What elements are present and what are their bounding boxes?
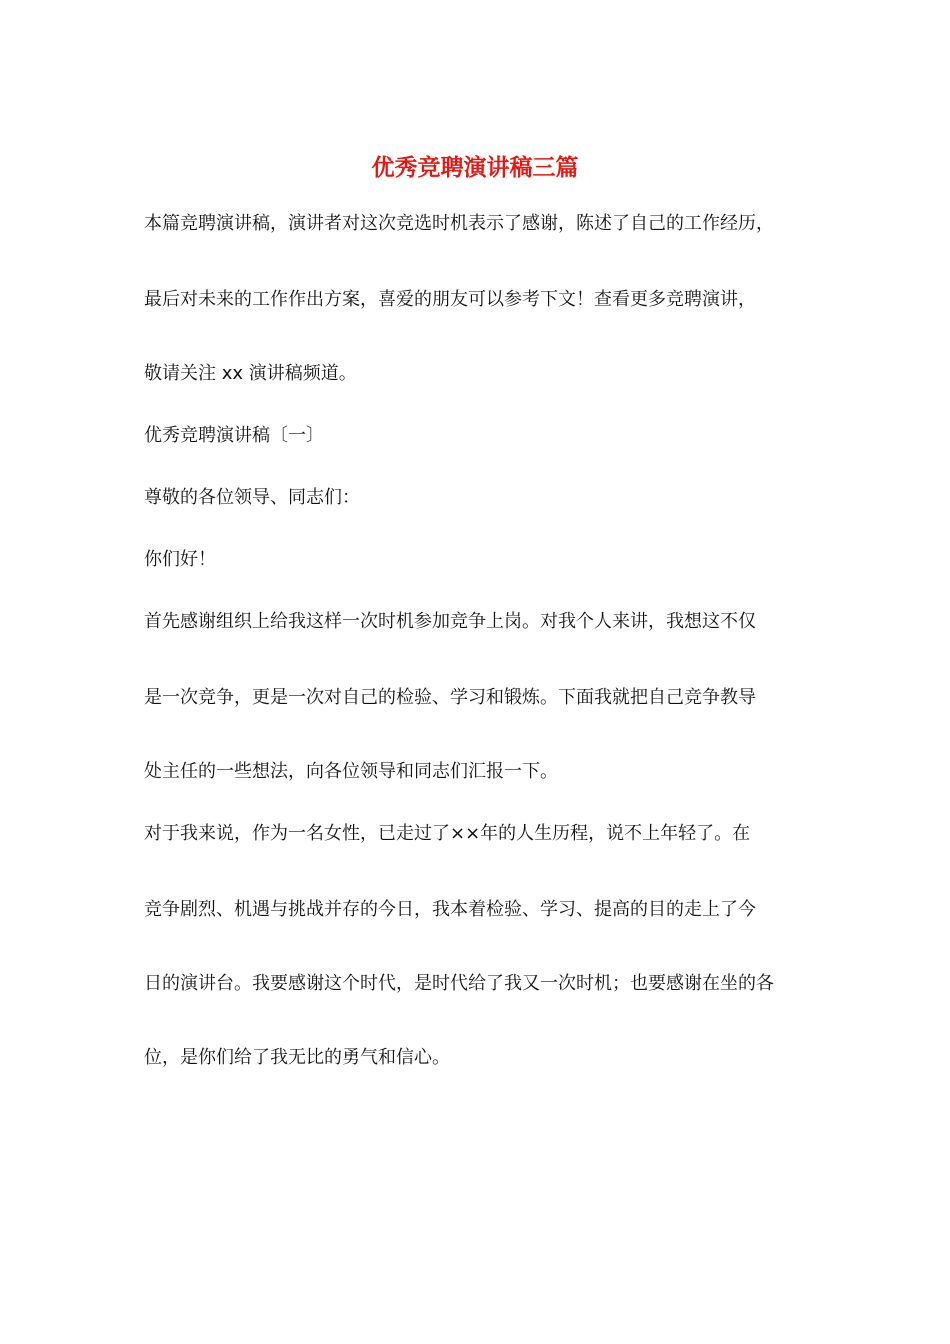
paragraph-2-line-4: 位，是你们给了我无比的勇气和信心。	[144, 1047, 450, 1068]
paragraph-2-line-3: 日的演讲台。我要感谢这个时代，是时代给了我又一次时机；也要感谢在坐的各	[144, 973, 774, 994]
paragraph-2-line-2: 竞争剧烈、机遇与挑战并存的今日，我本着检验、学习、提高的目的走上了今	[144, 899, 756, 920]
intro-line-3: 敬请关注 xx 演讲稿频道。	[144, 363, 357, 384]
greeting: 你们好！	[144, 549, 216, 570]
intro-line-1: 本篇竞聘演讲稿，演讲者对这次竞选时机表示了感谢，陈述了自己的工作经历，	[144, 213, 774, 234]
paragraph-1-line-2: 是一次竞争，更是一次对自己的检验、学习和锻炼。下面我就把自己竞争教导	[144, 687, 756, 708]
paragraph-1-line-3: 处主任的一些想法，向各位领导和同志们汇报一下。	[144, 761, 558, 782]
intro-line-2: 最后对未来的工作作出方案，喜爱的朋友可以参考下文！查看更多竞聘演讲，	[144, 289, 756, 310]
paragraph-2-line-1: 对于我来说，作为一名女性，已走过了××年的人生历程，说不上年轻了。在	[144, 823, 751, 844]
salutation: 尊敬的各位领导、同志们：	[144, 487, 360, 508]
paragraph-1-line-1: 首先感谢组织上给我这样一次时机参加竞争上岗。对我个人来讲，我想这不仅	[144, 611, 756, 632]
document-title: 优秀竞聘演讲稿三篇	[371, 154, 579, 181]
section-heading: 优秀竞聘演讲稿〔一〕	[144, 425, 324, 446]
